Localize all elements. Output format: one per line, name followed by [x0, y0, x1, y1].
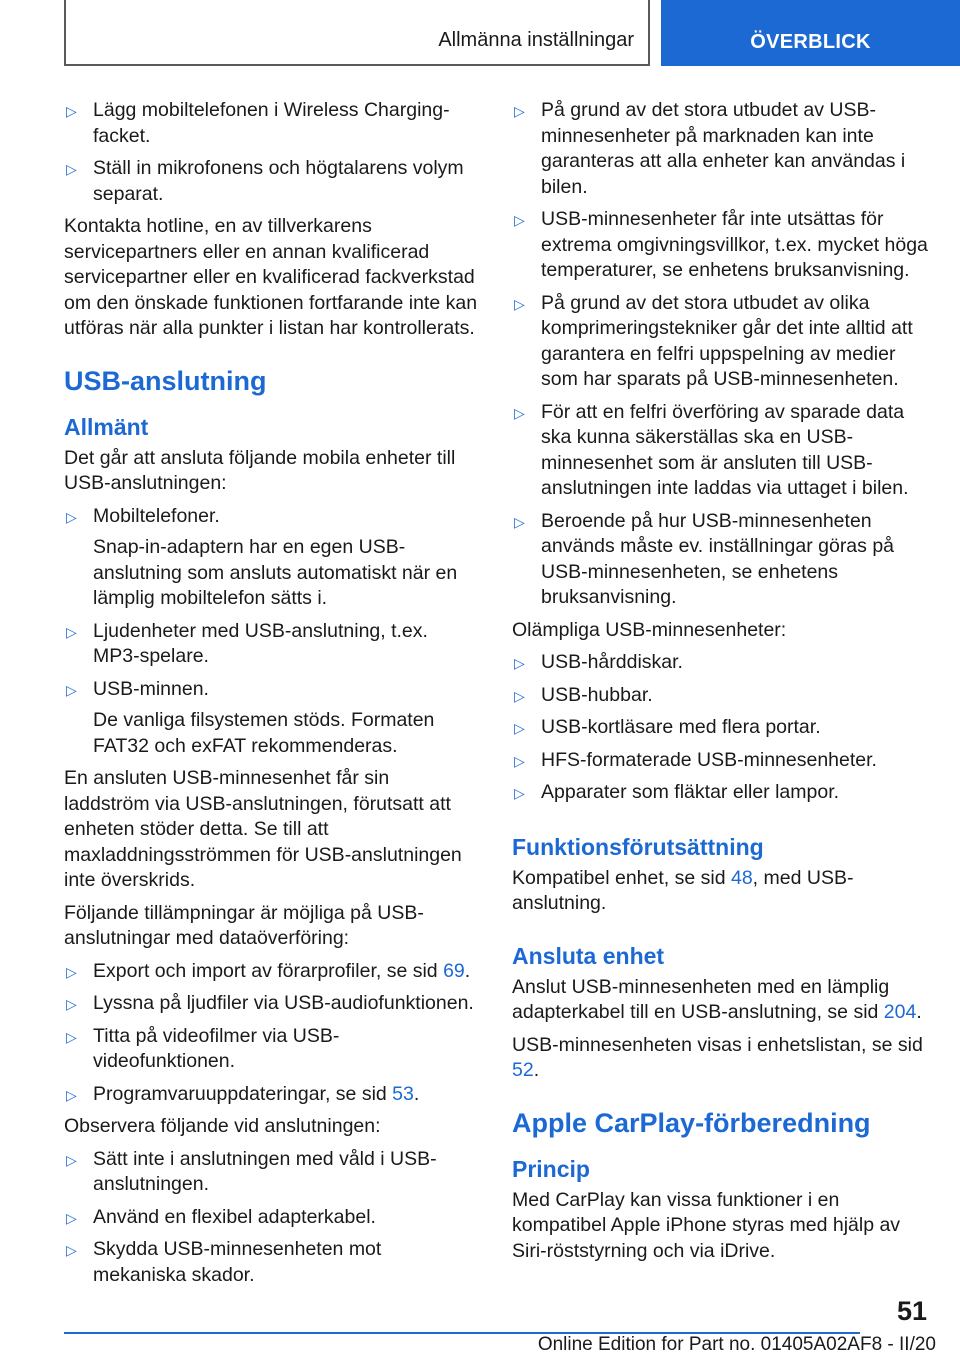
heading-general: Allmänt [64, 413, 149, 440]
triangle-bullet-icon: ▷ [514, 752, 525, 769]
paragraph-principle: Med CarPlay kan vissa funktioner i en kompatibel Apple iPhone styras med hjälp av Siri-röststyrning och via iDrive. [512, 1188, 901, 1262]
triangle-bullet-icon: ▷ [514, 404, 525, 421]
list-item: ▷ Lägg mobiltelefonen i Wireless Charging-facket. [66, 99, 450, 147]
triangle-bullet-icon: ▷ [514, 720, 525, 736]
triangle-bullet-icon: ▷ [66, 623, 77, 640]
paragraph-applications: Följande tillämpningar är möjliga på USB-anslutningar med dataöverföring: [64, 901, 424, 949]
triangle-bullet-icon: ▷ [66, 996, 77, 1012]
left-column [64, 98, 478, 1295]
header-section-title: Allmänna inställningar [438, 29, 634, 51]
list-item: ▷ Mobiltelefoner. [66, 504, 220, 527]
list-item-detail: De vanliga filsystemen stöds. Formaten FAT32 och exFAT rekommenderas. [93, 709, 435, 757]
triangle-bullet-icon: ▷ [66, 681, 77, 698]
list-item: ▷ Lyssna på ljudfiler via USB-audiofunktionen. [66, 992, 474, 1014]
page-number: 51 [896, 1296, 927, 1326]
list-item: ▷ USB-hårddiskar. [514, 651, 683, 673]
triangle-bullet-icon: ▷ [514, 295, 525, 312]
heading-requirement: Funktionsförutsättning [512, 833, 764, 860]
list-item: ▷ USB-hubbar. [514, 683, 653, 706]
paragraph-unsuitable: Olämpliga USB-minnesenheter: [512, 618, 787, 641]
triangle-bullet-icon: ▷ [66, 1209, 77, 1226]
paragraph-device-list: USB-minnesenheten visas i enhetslistan, se sid 52. [512, 1033, 923, 1081]
triangle-bullet-icon: ▷ [66, 1086, 77, 1103]
header-overview-tab[interactable] [661, 0, 960, 66]
paragraph-intro: Det går att ansluta följande mobila enheter till USB-anslutningen: [64, 446, 456, 494]
list-item: ▷ Ställ in mikrofonens och högtalarens volym separat. [66, 157, 464, 205]
paragraph-connect: Anslut USB-minnesenheten med en lämplig adapterkabel till en USB-anslutning, se sid 204. [512, 975, 922, 1023]
list-item: ▷ Titta på videofilmer via USB-videofunktionen. [66, 1024, 340, 1072]
triangle-bullet-icon: ▷ [514, 212, 525, 228]
list-item-detail: Snap-in-adaptern har en egen USB-anslutning som ansluts automatiskt när en lämplig mobiltelefon sätts i. [93, 536, 458, 609]
list-item: ▷ Export och import av förarprofiler, se sid 69. [66, 959, 471, 982]
triangle-bullet-icon: ▷ [514, 785, 525, 801]
list-item: ▷ Programvaruuppdateringar, se sid 53. [66, 1082, 420, 1105]
triangle-bullet-icon: ▷ [514, 655, 525, 671]
paragraph-observe: Observera följande vid anslutningen: [64, 1115, 381, 1137]
heading-principle: Princip [512, 1155, 590, 1182]
heading-carplay: Apple CarPlay-förberedning [512, 1107, 871, 1138]
triangle-bullet-icon: ▷ [66, 508, 77, 525]
page-link-48[interactable]: 48 [730, 866, 753, 889]
triangle-bullet-icon: ▷ [514, 687, 525, 704]
page-link-53[interactable]: 53 [392, 1082, 414, 1105]
heading-connect-device: Ansluta enhet [512, 942, 665, 969]
list-item: ▷ USB-minnesenheter får inte utsättas för extrema omgivningsvillkor, t.ex. mycket höga temperaturer, se enhetens bruksanvisning. [514, 208, 928, 281]
list-item: ▷ Beroende på hur USB-minnesenheten används måste ev. inställningar göras på USB-minnesenheten, se enhetens bruksanvisning. [514, 509, 895, 608]
header-overview-label: ÖVERBLICK [750, 31, 871, 53]
list-item: ▷ Sätt inte i anslutningen med våld i USB-anslutningen. [66, 1147, 437, 1195]
triangle-bullet-icon: ▷ [514, 513, 525, 530]
list-item: ▷ Ljudenheter med USB-anslutning, t.ex. MP3-spelare. [66, 619, 428, 667]
page-link-52[interactable]: 52 [512, 1059, 534, 1081]
triangle-bullet-icon: ▷ [514, 103, 525, 119]
triangle-bullet-icon: ▷ [66, 103, 77, 119]
right-column [512, 98, 932, 1271]
paragraph-contact: Kontakta hotline, en av tillverkarens servicepartners eller en annan kvalificerad servicepartner eller en kvalificerad fackverkstad om den önskade funktionen fortfarande inte kan utföras när alla punkter i listan har kontrollerats. [64, 215, 478, 339]
list-item: ▷ Skydda USB-minnesenheten mot mekaniska skador. [66, 1238, 382, 1286]
list-item: ▷ För att en felfri överföring av sparade data ska kunna säkerställas ska en USB-minnesenhet som är ansluten till USB-anslutningen inte laddas via uttaget i bilen. [514, 400, 909, 499]
list-item: ▷ Använd en flexibel adapterkabel. [66, 1205, 376, 1228]
triangle-bullet-icon: ▷ [66, 161, 77, 177]
heading-usb-connection: USB-anslutning [64, 365, 267, 396]
list-item: ▷ På grund av det stora utbudet av USB-minnesenheter på marknaden kan inte garanteras att alla enheter kan användas i bilen. [514, 99, 906, 198]
triangle-bullet-icon: ▷ [66, 963, 77, 980]
footer-edition: Online Edition for Part no. 01405A02AF8 - II/20 [537, 1334, 936, 1355]
list-item: ▷ USB-kortläsare med flera portar. [514, 716, 821, 738]
header-section-tab [64, 0, 650, 66]
triangle-bullet-icon: ▷ [66, 1028, 77, 1045]
triangle-bullet-icon: ▷ [66, 1151, 77, 1168]
triangle-bullet-icon: ▷ [66, 1242, 77, 1258]
paragraph-requirement: Kompatibel enhet, se sid 48, med USB-anslutning. [512, 866, 854, 914]
list-item: ▷ USB-minnen. [66, 677, 209, 700]
list-item: ▷ HFS-formaterade USB-minnesenheter. [514, 748, 877, 771]
page-link-69[interactable]: 69 [443, 959, 465, 982]
list-item: ▷ På grund av det stora utbudet av olika komprimeringstekniker går det inte alltid att garantera en felfri uppspelning av medier som har sparats på USB-minnesenheten. [514, 291, 913, 390]
paragraph-power: En ansluten USB-minnesenhet får sin laddström via USB-anslutningen, förutsatt att enheten stöder detta. Se till att maxladdningsströmmen för USB-anslutningen inte överskrids. [64, 767, 462, 891]
list-item: ▷ Apparater som fläktar eller lampor. [514, 781, 840, 803]
page-link-204[interactable]: 204 [883, 1001, 917, 1023]
